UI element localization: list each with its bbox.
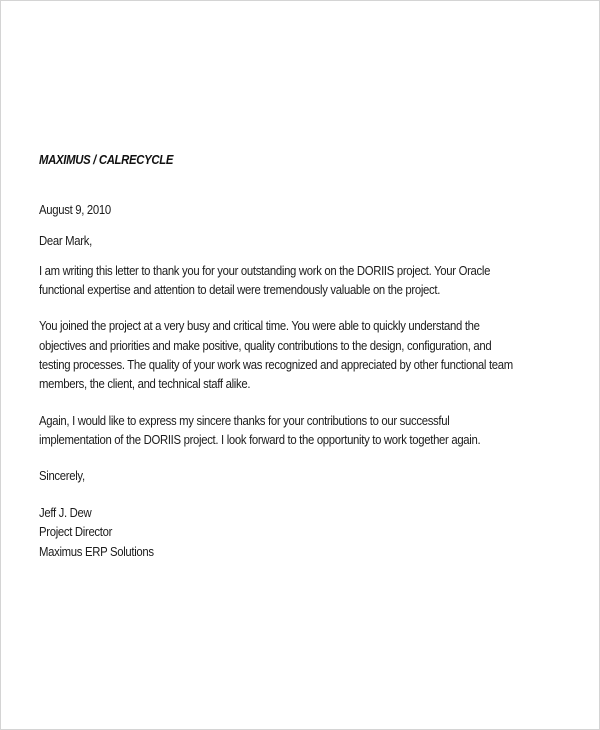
signature-title: Project Director [39, 525, 113, 540]
letter-salutation: Dear Mark, [39, 233, 92, 248]
letter-date: August 9, 2010 [39, 203, 111, 218]
letter-body [39, 151, 521, 563]
signature-block [39, 504, 521, 563]
letter-heading: MAXIMUS / CALRECYCLE [39, 153, 174, 167]
letter-paragraph-3: Again, I would like to express my sincere thanks for your contributions to our successful implementation of the DORIIS project. I look forward to the opportunity to work together again. [39, 413, 481, 447]
signature-name: Jeff J. Dew [39, 505, 92, 520]
signature-company: Maximus ERP Solutions [39, 545, 154, 560]
letter-closing: Sincerely, [39, 469, 85, 484]
letter-paragraph-2: You joined the project at a very busy and critical time. You were able to quickly understand the objectives and priorities and make positive, quality contributions to the design, configuration, and testing processes. The quality of your work was recognized and appreciated by other functional team members, the client, and technical staff alike. [39, 319, 513, 392]
letter-paragraph-1: I am writing this letter to thank you for your outstanding work on the DORIIS project. Your Oracle functional expertise and attention to detail were tremendously valuable on the project. [39, 263, 491, 298]
